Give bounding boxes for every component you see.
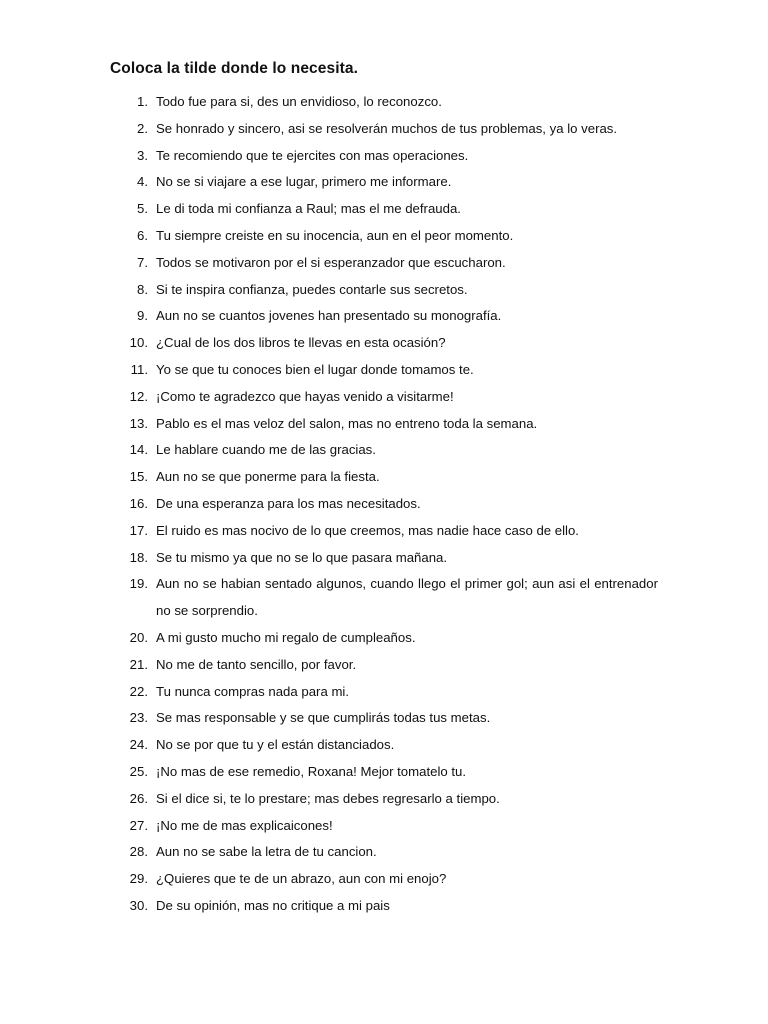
item-text: Tu nunca compras nada para mi.: [156, 683, 350, 699]
item-text: Le hablare cuando me de las gracias.: [156, 442, 376, 458]
list-item: [118, 679, 658, 706]
item-number: 30.: [129, 897, 148, 913]
item-text: ¿Quieres que te de un abrazo, aun con mi enojo?: [156, 871, 447, 887]
item-number: 24.: [129, 737, 148, 753]
list-item: [118, 116, 658, 143]
item-text: Le di toda mi confianza a Raul; mas el me defrauda.: [156, 201, 461, 217]
item-text: ¿Cual de los dos libros te llevas en esta ocasión?: [156, 335, 446, 351]
item-text: No se si viajare a ese lugar, primero me informare.: [156, 174, 452, 190]
list-item: [118, 437, 658, 464]
item-text: Aun no se habian sentado algunos, cuando llego el primer gol; aun asi el entrenador no se sorprendio.: [156, 576, 658, 619]
item-text: Todo fue para si, des un envidioso, lo reconozco.: [156, 94, 442, 109]
list-item: [118, 411, 658, 438]
item-number: 11.: [130, 361, 148, 377]
item-text: Pablo es el mas veloz del salon, mas no entreno toda la semana.: [156, 415, 538, 431]
item-number: 8.: [137, 281, 148, 297]
list-item: [118, 357, 658, 384]
item-number: 18.: [129, 549, 148, 565]
item-number: 5.: [137, 201, 148, 217]
item-text: Si el dice si, te lo prestare; mas debes regresarlo a tiempo.: [156, 790, 500, 806]
list-item: [118, 759, 658, 786]
item-text: Te recomiendo que te ejercites con mas operaciones.: [156, 147, 469, 163]
item-text: Tu siempre creiste en su inocencia, aun en el peor momento.: [156, 227, 514, 243]
list-item: [118, 518, 658, 545]
item-text: No me de tanto sencillo, por favor.: [156, 656, 357, 672]
list-item: [118, 89, 658, 116]
item-number: 15.: [129, 469, 148, 485]
list-item: [118, 866, 658, 893]
item-text: No se por que tu y el están distanciados.: [156, 737, 395, 753]
item-number: 13.: [129, 415, 148, 431]
item-number: 23.: [129, 710, 148, 726]
list-item: [118, 143, 658, 170]
list-item: [118, 625, 658, 652]
item-number: 29.: [129, 871, 148, 887]
list-item: [118, 545, 658, 572]
item-number: 1.: [137, 94, 148, 109]
item-text: ¡No mas de ese remedio, Roxana! Mejor tomatelo tu.: [156, 763, 467, 779]
item-number: 27.: [129, 817, 148, 833]
item-text: Se tu mismo ya que no se lo que pasara mañana.: [156, 549, 448, 565]
item-number: 7.: [137, 254, 148, 270]
item-number: 22.: [129, 683, 148, 699]
item-text: Todos se motivaron por el si esperanzador que escucharon.: [156, 254, 506, 270]
item-number: 9.: [137, 308, 148, 324]
list-item: [118, 705, 658, 732]
item-number: 10.: [129, 335, 148, 351]
list-item: [118, 330, 658, 357]
item-text: Se mas responsable y se que cumplirás todas tus metas.: [156, 710, 491, 726]
item-number: 4.: [137, 174, 148, 190]
list-item: [118, 384, 658, 411]
item-text: Aun no se que ponerme para la fiesta.: [156, 469, 380, 485]
item-text: ¡Como te agradezco que hayas venido a visitarme!: [156, 388, 454, 404]
item-number: 3.: [137, 147, 148, 163]
item-number: 12.: [129, 388, 148, 404]
item-text: Se honrado y sincero, asi se resolverán muchos de tus problemas, ya lo veras.: [156, 120, 618, 136]
item-number: 21.: [129, 656, 148, 672]
item-number: 25.: [129, 763, 148, 779]
item-number: 16.: [129, 495, 148, 511]
item-text: ¡No me de mas explicaicones!: [156, 817, 333, 833]
item-number: 19.: [129, 576, 148, 592]
item-text: El ruido es mas nocivo de lo que creemos, mas nadie hace caso de ello.: [156, 522, 579, 538]
item-number: 14.: [129, 442, 148, 458]
item-number: 20.: [129, 629, 148, 645]
list-item: [118, 277, 658, 304]
item-text: De su opinión, mas no critique a mi pais: [156, 897, 390, 913]
list-item: [118, 652, 658, 679]
item-number: 6.: [137, 227, 148, 243]
list-item: [118, 491, 658, 518]
item-text: De una esperanza para los mas necesitados.: [156, 495, 421, 511]
item-number: 28.: [129, 844, 148, 860]
item-text: Aun no se cuantos jovenes han presentado su monografía.: [156, 308, 502, 324]
list-item: [118, 303, 658, 330]
item-number: 2.: [137, 120, 148, 136]
list-item: [118, 839, 658, 866]
list-item: [118, 893, 658, 920]
list-item: [118, 732, 658, 759]
list-item: [118, 169, 658, 196]
list-item: [118, 250, 658, 277]
list-item: [118, 786, 658, 813]
list-item: [118, 571, 658, 625]
list-item: [118, 223, 658, 250]
list-item: [118, 196, 658, 223]
item-text: Si te inspira confianza, puedes contarle sus secretos.: [156, 281, 468, 297]
exercise-list: [118, 89, 658, 920]
item-text: A mi gusto mucho mi regalo de cumpleaños.: [156, 629, 416, 645]
list-item: [118, 813, 658, 840]
list-item: [118, 464, 658, 491]
item-number: 17.: [129, 522, 148, 538]
item-text: Yo se que tu conoces bien el lugar donde tomamos te.: [156, 361, 474, 377]
item-text: Aun no se sabe la letra de tu cancion.: [156, 844, 377, 860]
item-number: 26.: [129, 790, 148, 806]
page-title: Coloca la tilde donde lo necesita.: [110, 60, 359, 77]
